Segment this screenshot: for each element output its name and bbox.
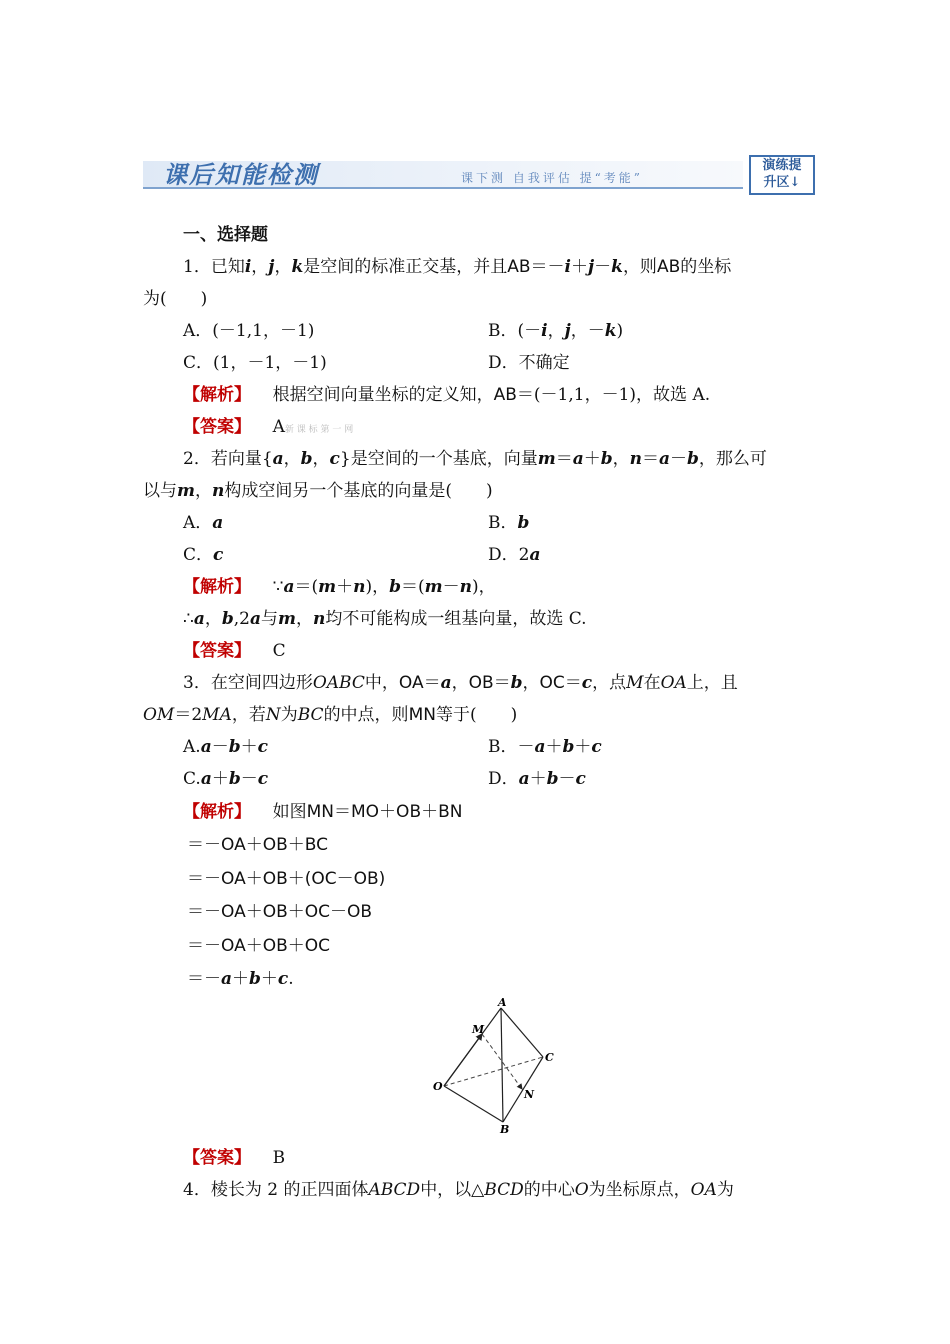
label-b: B bbox=[500, 1123, 510, 1136]
edge-bc bbox=[503, 1057, 543, 1122]
q3-option-b bbox=[488, 736, 602, 758]
q2-n: n bbox=[629, 449, 643, 469]
q1-j: j bbox=[268, 257, 275, 277]
q1-minus: － bbox=[594, 257, 612, 277]
q1-option-b bbox=[488, 320, 623, 342]
q2-stem-line1 bbox=[183, 448, 767, 470]
q2-analysis-tag: 【解析】 bbox=[183, 577, 251, 597]
q2-jx2-m: m bbox=[277, 609, 296, 629]
q3-answer-value: B bbox=[272, 1148, 286, 1168]
q3-answer bbox=[183, 1147, 285, 1169]
q1-number: 1．已知 bbox=[183, 257, 245, 277]
q3-eq2: ＝ bbox=[493, 673, 511, 693]
q1-text1: 是空间的标准正交基，并且 bbox=[303, 257, 508, 277]
q4-number: 4．棱长为 2 的正四面体 bbox=[183, 1180, 369, 1200]
q4-bcd: BCD bbox=[484, 1180, 524, 1200]
q3-opta-b: b bbox=[228, 737, 241, 757]
q1-plus: ＋ bbox=[571, 257, 588, 277]
q2-m: m bbox=[537, 449, 556, 469]
q3-optb-l: B．－ bbox=[488, 737, 535, 757]
label-m: M bbox=[472, 1023, 485, 1036]
q3-text7: 的中点，则 bbox=[323, 705, 409, 725]
q3-option-d bbox=[488, 768, 586, 790]
q3-last-p3: ＋ bbox=[260, 969, 278, 989]
q2-line2-comma: ， bbox=[195, 481, 212, 501]
q3-last-p1: ＝－ bbox=[187, 969, 221, 989]
q3-stem-line2 bbox=[143, 704, 517, 726]
q1-k: k bbox=[291, 257, 304, 277]
q3-eq3: ＝ bbox=[564, 673, 582, 693]
q1-text2: ，则 bbox=[622, 257, 657, 277]
q3-last-c: c bbox=[277, 969, 289, 989]
q3-ma: MA bbox=[202, 705, 232, 725]
q1-i-2: i bbox=[564, 257, 571, 277]
q3-oa-it: OA bbox=[660, 673, 687, 693]
q3-opta-l: A. bbox=[183, 737, 201, 757]
q2-jx-p4: － bbox=[442, 577, 460, 597]
q2-line2-n: n bbox=[212, 481, 225, 501]
q3-c: c bbox=[581, 673, 593, 693]
q2-jx2-b: b bbox=[221, 609, 234, 629]
q4-stem-line1 bbox=[183, 1179, 734, 1201]
q3-optd-c: c bbox=[575, 769, 586, 789]
q3-eq1: ＝ bbox=[423, 673, 441, 693]
q3-oa: OA bbox=[398, 673, 424, 693]
q3-eq-2: ＝2 bbox=[174, 705, 203, 725]
q3-text5: ，若 bbox=[231, 705, 266, 725]
q1-vector-ab: AB bbox=[507, 257, 531, 277]
q3-bc: BC bbox=[297, 705, 324, 725]
q1-optb-k: k bbox=[604, 321, 617, 341]
q3-oabc: OABC bbox=[312, 673, 365, 693]
q2-c2: ， bbox=[312, 449, 330, 469]
q3-analysis-tag: 【解析】 bbox=[183, 802, 251, 822]
q1-eq: ＝－ bbox=[530, 257, 565, 277]
q1-answer-tag: 【答案】 bbox=[183, 417, 251, 437]
q3-answer-tag: 【答案】 bbox=[183, 1148, 251, 1168]
q1-i: i bbox=[244, 257, 252, 277]
label-a: A bbox=[498, 996, 507, 1009]
banner-box-line2: 升区 bbox=[763, 175, 790, 190]
q2-b: b bbox=[300, 449, 313, 469]
q2-answer-tag: 【答案】 bbox=[183, 641, 251, 661]
label-n: N bbox=[524, 1088, 535, 1101]
q3-last-b: b bbox=[249, 969, 261, 989]
q1-optb-mid1: ， bbox=[547, 321, 565, 341]
q2-jx-p3: )， bbox=[365, 577, 390, 597]
q2-jx2-a: a bbox=[193, 609, 205, 629]
q3-optc-op2: － bbox=[240, 769, 258, 789]
q2-plus: ＋ bbox=[583, 449, 601, 469]
q2-option-d bbox=[488, 544, 540, 566]
q3-optb-b: b bbox=[562, 737, 575, 757]
q1-j-2: j bbox=[588, 257, 595, 277]
q3-optd-op1: ＋ bbox=[529, 769, 547, 789]
q3-optc-l: C. bbox=[183, 769, 201, 789]
q1-stem-line2: 为( ) bbox=[143, 289, 208, 309]
q2-a3: a bbox=[659, 449, 671, 469]
q2-option-c bbox=[183, 544, 223, 566]
q3-number: 3．在空间四边形 bbox=[183, 673, 313, 693]
q3-optc-op1: ＋ bbox=[211, 769, 229, 789]
q3-stem-line1 bbox=[183, 672, 738, 694]
q1-option-d: D．不确定 bbox=[488, 353, 570, 373]
q4-text4: 为 bbox=[716, 1180, 734, 1200]
q2-jx-p3b: )， bbox=[472, 577, 496, 597]
q3-a: a bbox=[440, 673, 452, 693]
tetrahedron-figure bbox=[430, 996, 565, 1136]
q2-jx2-sep: ， bbox=[204, 609, 222, 629]
q2-c: c bbox=[329, 449, 340, 469]
q3-option-a bbox=[183, 736, 268, 758]
q1-optb-prefix: B．(－ bbox=[488, 321, 542, 341]
therefore-symbol: ∴ bbox=[183, 609, 194, 629]
q3-opta-op2: ＋ bbox=[240, 737, 258, 757]
edge-ob bbox=[444, 1086, 503, 1122]
q2-jx2-n: n bbox=[312, 609, 326, 629]
q2-text1: }是空间的一个基底，向量 bbox=[339, 449, 538, 469]
q2-option-b bbox=[488, 512, 529, 534]
q2-stem-line2 bbox=[143, 480, 493, 502]
q2-jx-n2: n bbox=[459, 577, 473, 597]
q1-vector-ab-2: AB bbox=[656, 257, 681, 277]
q2-optd-label: D．2 bbox=[488, 545, 530, 565]
q3-N: N bbox=[265, 705, 281, 725]
q2-line2-m: m bbox=[177, 481, 195, 501]
q3-step-5 bbox=[187, 968, 294, 990]
q2-line2b: 构成空间另一个基底的向量是( ) bbox=[224, 481, 493, 501]
q1-answer bbox=[183, 416, 353, 441]
q2-optc-value: c bbox=[213, 545, 224, 565]
banner-subtitle: 课下测 自我评估 提“考能” bbox=[461, 171, 643, 185]
q3-b: b bbox=[510, 673, 523, 693]
q2-optc-label: C． bbox=[183, 545, 214, 565]
edge-ac bbox=[501, 1008, 543, 1057]
q3-optd-l: D． bbox=[488, 769, 519, 789]
q3-last-a: a bbox=[221, 969, 233, 989]
q2-optb-value: b bbox=[517, 513, 530, 533]
q4-abcd: ABCD bbox=[368, 1180, 421, 1200]
q2-optb-label: B． bbox=[488, 513, 518, 533]
vector-om bbox=[444, 1034, 482, 1086]
q2-jx2-with: 与 bbox=[260, 609, 278, 629]
q2-jx-b: b bbox=[389, 577, 402, 597]
q2-optd-value: a bbox=[529, 545, 541, 565]
arrow-down-icon: ↓ bbox=[789, 175, 801, 190]
section-heading: 一、选择题 bbox=[183, 225, 268, 245]
q2-opta-value: a bbox=[212, 513, 224, 533]
q3-c1: ， bbox=[451, 673, 469, 693]
q3-text2: ，点 bbox=[592, 673, 627, 693]
q1-sep1: ， bbox=[251, 257, 269, 277]
q4-text1: 中，以△ bbox=[420, 1180, 485, 1200]
q3-opta-a: a bbox=[200, 737, 212, 757]
q2-c3: ， bbox=[612, 449, 630, 469]
q1-optb-i: i bbox=[541, 321, 548, 341]
q3-step-3: ＝－OA＋OB＋OC－OB bbox=[187, 902, 373, 922]
q1-sep2: ， bbox=[274, 257, 292, 277]
q2-opta-label: A． bbox=[183, 513, 213, 533]
q3-step-0: MN＝MO＋OB＋BN bbox=[306, 802, 463, 822]
q3-text6: 为 bbox=[280, 705, 298, 725]
q3-optd-a: a bbox=[518, 769, 530, 789]
watermark: 新 课 标 第 一 网 bbox=[284, 425, 354, 435]
q2-text2: ，那么可 bbox=[698, 449, 767, 469]
q1-optb-end: ) bbox=[616, 321, 624, 341]
q3-optc-b: b bbox=[228, 769, 241, 789]
q2-minus: － bbox=[670, 449, 688, 469]
q2-jx-p1b: ＝( bbox=[401, 577, 425, 597]
q2-jx-n: n bbox=[353, 577, 366, 597]
q3-mn: MN bbox=[408, 705, 436, 725]
q2-jx2-comma: ， bbox=[295, 609, 313, 629]
q3-optd-op2: － bbox=[558, 769, 576, 789]
q3-analysis-text: 如图 bbox=[272, 802, 307, 822]
q3-analysis-line1 bbox=[183, 801, 462, 823]
label-c: C bbox=[545, 1051, 554, 1064]
q3-optb-a: a bbox=[534, 737, 546, 757]
q3-oc: OC bbox=[539, 673, 565, 693]
q1-analysis bbox=[183, 384, 710, 406]
tetrahedron-svg bbox=[430, 996, 565, 1136]
q2-jx2-2: ,2 bbox=[233, 609, 250, 629]
q3-option-c bbox=[183, 768, 268, 790]
q3-last-p2: ＋ bbox=[232, 969, 250, 989]
q1-optb-j: j bbox=[564, 321, 571, 341]
q3-optb-c: c bbox=[591, 737, 602, 757]
q4-text2: 的中心 bbox=[523, 1180, 575, 1200]
q2-b3: b bbox=[687, 449, 699, 469]
q2-a: a bbox=[272, 449, 284, 469]
section-banner bbox=[143, 153, 815, 193]
q2-c1: ， bbox=[283, 449, 301, 469]
q3-text3: 在 bbox=[643, 673, 661, 693]
q2-answer-value: C bbox=[272, 641, 286, 661]
q2-analysis-line2 bbox=[183, 608, 587, 630]
q2-jx2-text: 均不可能构成一组基向量，故选 C. bbox=[325, 609, 587, 629]
q2-jx2-a2: a bbox=[249, 609, 261, 629]
q2-jx-m2: m bbox=[424, 577, 443, 597]
q3-optb-op1: ＋ bbox=[545, 737, 563, 757]
q3-optd-b: b bbox=[546, 769, 559, 789]
q1-option-a: A．(－1,1，－1) bbox=[183, 321, 315, 341]
q2-eq1: ＝ bbox=[555, 449, 573, 469]
q1-analysis-text2: ＝(－1,1，－1)，故选 A. bbox=[516, 385, 711, 405]
q3-step-1: ＝－OA＋OB＋BC bbox=[187, 835, 328, 855]
q4-O: O bbox=[574, 1180, 589, 1200]
q1-k-2: k bbox=[611, 257, 623, 277]
q2-jx-p1: ＝( bbox=[294, 577, 319, 597]
q1-analysis-tag: 【解析】 bbox=[183, 385, 251, 405]
q2-jx-p2: ＋ bbox=[336, 577, 354, 597]
q2-option-a bbox=[183, 512, 223, 534]
q4-oa: OA bbox=[690, 1180, 717, 1200]
q3-opta-op1: － bbox=[211, 737, 229, 757]
q2-jx-m: m bbox=[318, 577, 337, 597]
q3-last-end: . bbox=[288, 969, 294, 989]
q3-text8: 等于( ) bbox=[435, 705, 518, 725]
because-symbol: ∵ bbox=[272, 577, 284, 597]
q2-jx-a: a bbox=[283, 577, 295, 597]
q1-stem-line1 bbox=[183, 256, 731, 278]
banner-box-line1: 演练提 bbox=[762, 158, 802, 173]
practice-zone-button[interactable] bbox=[749, 155, 815, 195]
q2-b2: b bbox=[600, 449, 613, 469]
q2-number: 2．若向量{ bbox=[183, 449, 273, 469]
label-o: O bbox=[433, 1080, 443, 1093]
q3-om: OM bbox=[143, 705, 175, 725]
q3-text4: 上，且 bbox=[686, 673, 738, 693]
q3-optc-a: a bbox=[200, 769, 212, 789]
q2-analysis-line1 bbox=[183, 576, 496, 598]
q1-analysis-text1: 根据空间向量坐标的定义知， bbox=[272, 385, 494, 405]
edge-ab bbox=[501, 1008, 503, 1122]
q3-step-2: ＝－OA＋OB＋(OC－OB) bbox=[187, 869, 386, 889]
q4-text3: 为坐标原点， bbox=[588, 1180, 691, 1200]
q1-option-c: C．(1，－1，－1) bbox=[183, 353, 327, 373]
q1-analysis-ab: AB bbox=[493, 385, 517, 405]
q3-ob: OB bbox=[468, 673, 494, 693]
q1-optb-mid2: ，－ bbox=[570, 321, 605, 341]
q3-step-4: ＝－OA＋OB＋OC bbox=[187, 936, 331, 956]
q2-a2: a bbox=[572, 449, 584, 469]
banner-title: 课后知能检测 bbox=[163, 160, 319, 189]
q2-line2a: 以与 bbox=[143, 481, 177, 501]
q1-text3: 的坐标 bbox=[680, 257, 732, 277]
q3-text1: 中， bbox=[364, 673, 399, 693]
q2-answer bbox=[183, 640, 286, 662]
q3-optb-op2: ＋ bbox=[574, 737, 592, 757]
q1-answer-value: A bbox=[272, 417, 285, 437]
q3-opta-c: c bbox=[257, 737, 268, 757]
q3-c2: ， bbox=[522, 673, 540, 693]
q3-optc-c: c bbox=[257, 769, 269, 789]
q2-eq2: ＝ bbox=[642, 449, 660, 469]
q3-M: M bbox=[626, 673, 644, 693]
